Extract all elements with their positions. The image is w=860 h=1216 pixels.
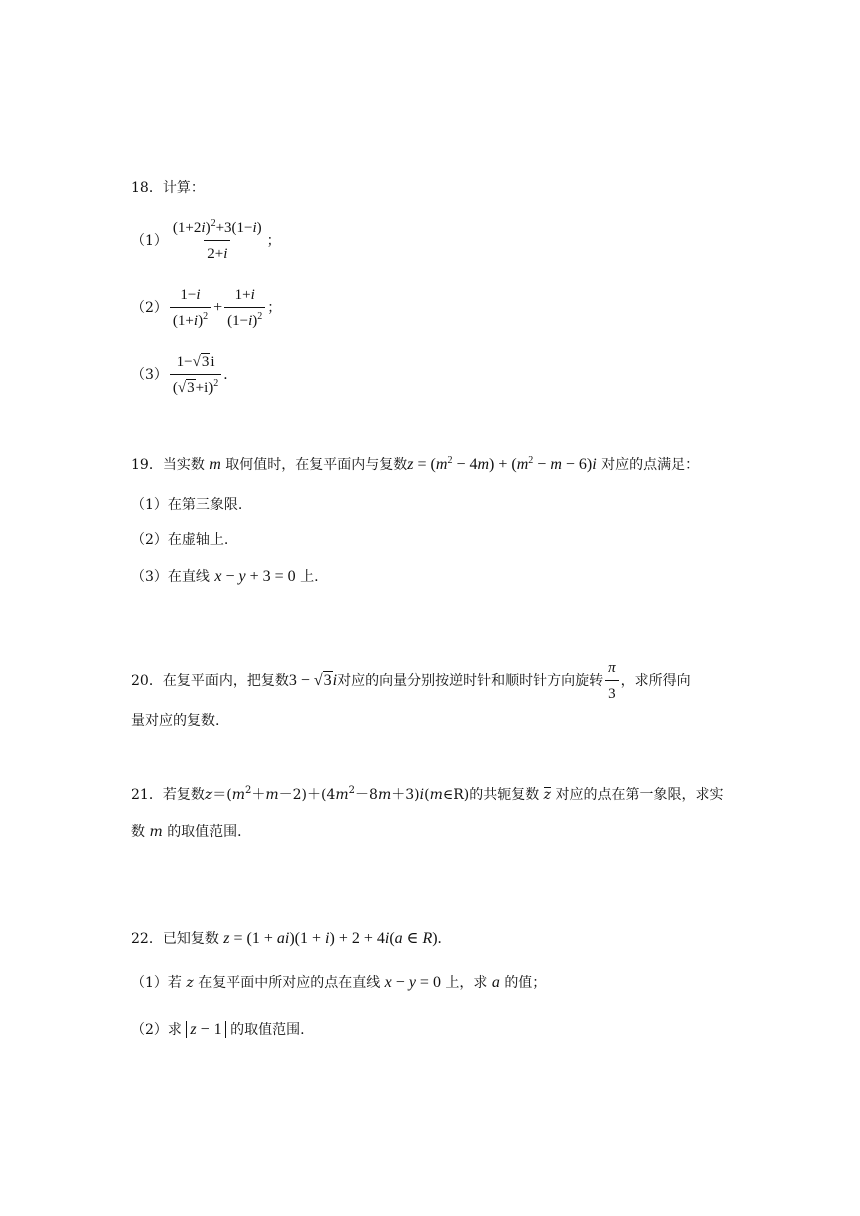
q22-part1: （1）若 z 在复平面中所对应的点在直线 x − y = 0 上，求 a 的值； xyxy=(131,974,547,991)
q20-line2: 量对应的复数. xyxy=(131,713,220,729)
q18-p2-fraction-b: $\frac{1+i}{(1-i)^2}$ xyxy=(224,285,265,331)
q18-p2-label: （2） xyxy=(131,300,168,316)
q21-line1: 21．若复数$z=(m^2+m-2)+(4m^2-8m+3)i(m\in R)$的共轭复数 z 对应的点在第一象限，求实 xyxy=(131,785,724,803)
q19-part3: （3）在直线 x − y + 3 = 0 上. xyxy=(131,568,319,585)
q18-part3 xyxy=(131,352,237,398)
q21-formula: $z=(m^2+m-2)+(4m^2-8m+3)i(m\in R)$ xyxy=(204,785,470,803)
q18-p2-fraction-a: $\frac{1-i}{(1+i)^2}$ xyxy=(170,285,211,331)
q22-line-equation: x − y = 0 xyxy=(384,974,441,991)
q18-p3-label: （3） xyxy=(131,367,168,383)
q18-part2: （2） $\frac{1-i}{(1+i)^2}$ + $\frac{1+i}{(1-i)^2}$ ； xyxy=(131,287,282,329)
q20-line1: 20．在复平面内，把复数3 − √3i对应的向量分别按逆时针和顺时针方向旋转 $\frac{\pi}{3}$ ，求所得向 xyxy=(131,660,691,702)
period: ． xyxy=(223,367,238,383)
q18-part1 xyxy=(131,218,281,264)
line-equation: x − y + 3 = 0 xyxy=(214,568,296,585)
q21-number: 21． xyxy=(131,787,163,803)
denominator: 2+i xyxy=(204,240,230,264)
z-conjugate: z xyxy=(543,787,552,803)
semicolon: ； xyxy=(267,300,282,316)
q18-p1-label: （1） xyxy=(131,233,168,249)
q18-heading xyxy=(131,178,205,198)
q21-line2: 数 m 的取值范围． xyxy=(131,824,252,840)
q22-number: 22． xyxy=(131,931,163,947)
q22-abs-expression: z − 1 xyxy=(186,1021,225,1038)
q18-number: 18． xyxy=(131,180,163,196)
q19-part1: （1）在第三象限. xyxy=(131,497,243,513)
q20-angle-fraction: $\frac{\pi}{3}$ xyxy=(605,658,619,704)
q18-p3-fraction: $\frac{1-√3i}{(√3+i)^2}$ xyxy=(170,352,221,398)
q22-part2: （2）求 z − 1 的取值范围. xyxy=(131,1021,305,1038)
q19-number: 19． xyxy=(131,457,163,473)
q19-part2: （2）在虚轴上. xyxy=(131,532,229,548)
q22-formula: z = (1 + ai)(1 + i) + 2 + 4i(a ∈ R). xyxy=(223,930,442,947)
q18-p1-fraction xyxy=(170,218,265,264)
q22-heading: 22．已知复数 z = (1 + ai)(1 + i) + 2 + 4i(a ∈ R). xyxy=(131,930,442,947)
semicolon: ； xyxy=(266,233,281,249)
numerator: $(1+2i)^2+3(1-i)$ xyxy=(172,218,262,236)
q19-formula: $z = (m^2 - 4m) + (m^2 - m - 6)i$ xyxy=(407,455,597,473)
q18-title: 计算： xyxy=(162,180,205,196)
q20-number: 20． xyxy=(131,673,163,689)
q19-heading: 19．当实数 m 取何值时，在复平面内与复数$z = (m^2 - 4m) + (m^2 - m - 6)i$ 对应的点满足： xyxy=(131,455,700,473)
q20-complex: 3 − √3i xyxy=(288,672,338,689)
